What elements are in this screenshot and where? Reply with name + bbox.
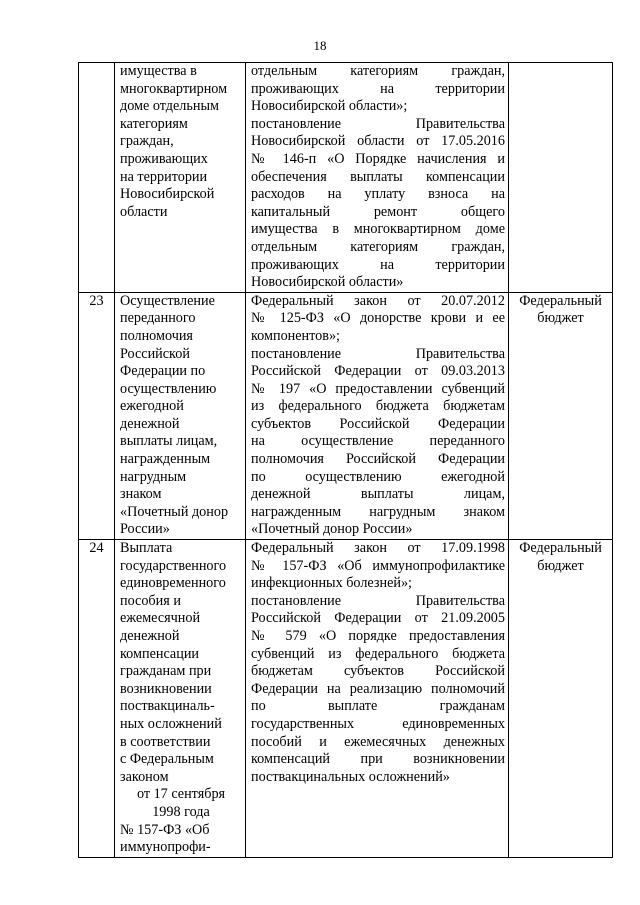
measure-name-line: категориям [120,115,188,132]
legal-basis-line: Российской Федерации от 09.03.2013 [251,363,505,380]
measure-name-line: гражданам при [120,663,212,680]
measure-name-line: Федерации по [120,363,206,380]
legal-basis-line: обеспечения выплаты компенсации [251,168,505,185]
measure-name-line: от 17 сентября [136,786,226,803]
measure-name-line: законом [120,768,169,785]
funding-source-line: бюджет [537,557,584,574]
table-row [79,292,613,539]
measure-name-line: Осуществление [120,292,215,309]
measure-name-line: нагрудным [120,468,187,485]
measure-name-line: поствакциналь- [120,698,215,715]
legal-basis-line: по выплате гражданам [251,698,505,715]
table-body [79,63,613,858]
document-table [78,62,613,858]
measure-name-line: ежегодной [120,398,184,415]
table-row [79,540,613,858]
measure-name-line: ежемесячной [120,610,201,627]
legal-basis-line: постановление Правительства [251,592,505,609]
legal-basis-line: «Почетный донор России» [251,521,413,538]
legal-basis-line: награжденным нагрудным знаком [251,503,505,520]
legal-basis-line: № 125-ФЗ «О донорстве крови и ее [251,310,505,327]
legal-basis-line: компонентов»; [251,327,340,344]
measure-name-line: граждан, [120,133,174,150]
legal-basis-line: по осуществлению ежегодной [251,468,505,485]
legal-basis-line: субъектов Российской Федерации [251,415,505,432]
legal-basis-cell [246,292,509,539]
legal-basis-line: Федеральный закон от 17.09.1998 [251,540,505,557]
measure-name-line: доме отдельным [120,98,219,115]
funding-source-cell [509,63,613,293]
measure-name-line: выплаты лицам, [120,433,218,450]
legal-basis-line: полномочия Российской Федерации [251,451,505,468]
funding-source-line: бюджет [537,310,584,327]
measure-name-line: на территории [120,168,208,185]
legal-basis-line: поствакцинальных осложнений» [251,768,450,785]
row-number: 23 [89,292,104,309]
measure-name-line: с Федеральным [120,751,214,768]
measure-name-line: Российской [120,345,190,362]
legal-basis-line: Российской Федерации от 21.09.2005 [251,610,505,627]
measure-name-line: иммунопрофи- [120,839,211,856]
legal-basis-line: компенсаций при возникновении [251,751,505,768]
measure-name-line: в соответствии [120,733,211,750]
measure-name-cell [115,540,246,858]
legal-basis-line: отдельным категориям граждан, [251,63,505,79]
funding-source-line: Федеральный [519,540,602,557]
legal-basis-cell [246,540,509,858]
legal-basis-line: пособий и ежемесячных денежных [251,733,505,750]
measure-name-line: многоквартирном [120,80,228,97]
measure-name-line: проживающих [120,150,208,167]
row-number-cell [79,63,115,293]
measure-name-line: «Почетный донор [120,503,229,520]
measure-name-line: компенсации [120,645,200,662]
legal-basis-line: Федеральный закон от 20.07.2012 [251,292,505,309]
row-number-cell [79,540,115,858]
measure-name-line: имущества в [120,63,197,79]
measure-name-line: 1998 года [152,803,210,820]
legal-basis-line: № 197 «О предоставлении субвенций [251,380,505,397]
legal-basis-cell [246,63,509,293]
measure-name-cell [115,292,246,539]
legal-basis-line: проживающих на территории [251,80,505,97]
measure-name-line: области [120,203,168,220]
legal-basis-line: Новосибирской области» [251,274,404,291]
funding-source-line: Федеральный [519,292,602,309]
measure-name-line: знаком [120,486,162,503]
measure-name-line: № 157-ФЗ «Об [120,821,210,838]
measure-name-line: единовременного [120,575,226,592]
measure-name-line: денежной [120,415,180,432]
legal-basis-line: на осуществление переданного [251,433,505,450]
measure-name-line: возникновении [120,680,212,697]
measure-name-line: пособия и [120,592,181,609]
measure-name-line: денежной [120,628,180,644]
legal-basis-line: Новосибирской области»; [251,98,408,115]
legal-basis-line: № 146-п «О Порядке начисления и [251,150,505,167]
funding-source-cell [509,292,613,539]
table-row [79,63,613,293]
measure-name-line: ных осложнений [120,715,222,732]
legal-basis-line: из федерального бюджета бюджетам [251,398,505,415]
legal-basis-line: имущества в многоквартирном доме [251,221,505,238]
legal-basis-line: денежной выплаты лицам, [251,486,505,503]
legal-basis-line: государственных единовременных [251,715,505,732]
measure-name-line: осуществлению [120,380,217,397]
legal-basis-line: проживающих на территории [251,256,505,273]
funding-source-cell [509,540,613,858]
measure-name-line: Выплата [120,540,173,557]
legal-basis-line: постановление Правительства [251,115,505,132]
measure-name-line: переданного [120,310,196,327]
legal-basis-line: расходов на уплату взноса на [251,186,505,203]
row-number-cell [79,292,115,539]
legal-basis-line: отдельным категориям граждан, [251,238,505,255]
measure-name-line: России» [120,521,170,538]
measure-name-cell [115,63,246,293]
legal-basis-line: капитальный ремонт общего [251,203,505,220]
measure-name-line: полномочия [120,327,193,344]
legal-basis-line: субвенций из федерального бюджета [251,645,505,662]
legal-basis-line: постановление Правительства [251,345,505,362]
measure-name-line: Новосибирской [120,186,215,203]
legal-basis-line: Федерации на реализацию полномочий [251,680,505,697]
page-number: 18 [313,38,327,53]
measure-name-line: награжденным [120,451,211,468]
row-number: 24 [89,540,104,557]
measure-name-line: государственного [120,557,227,574]
legal-basis-line: бюджетам субъектов Российской [251,663,505,680]
legal-basis-line: № 579 «О порядке предоставления [251,628,505,644]
legal-basis-line: Новосибирской области от 17.05.2016 [251,133,505,150]
legal-basis-line: № 157-ФЗ «Об иммунопрофилактике [251,557,505,574]
legal-basis-line: инфекционных болезней»; [251,575,413,592]
